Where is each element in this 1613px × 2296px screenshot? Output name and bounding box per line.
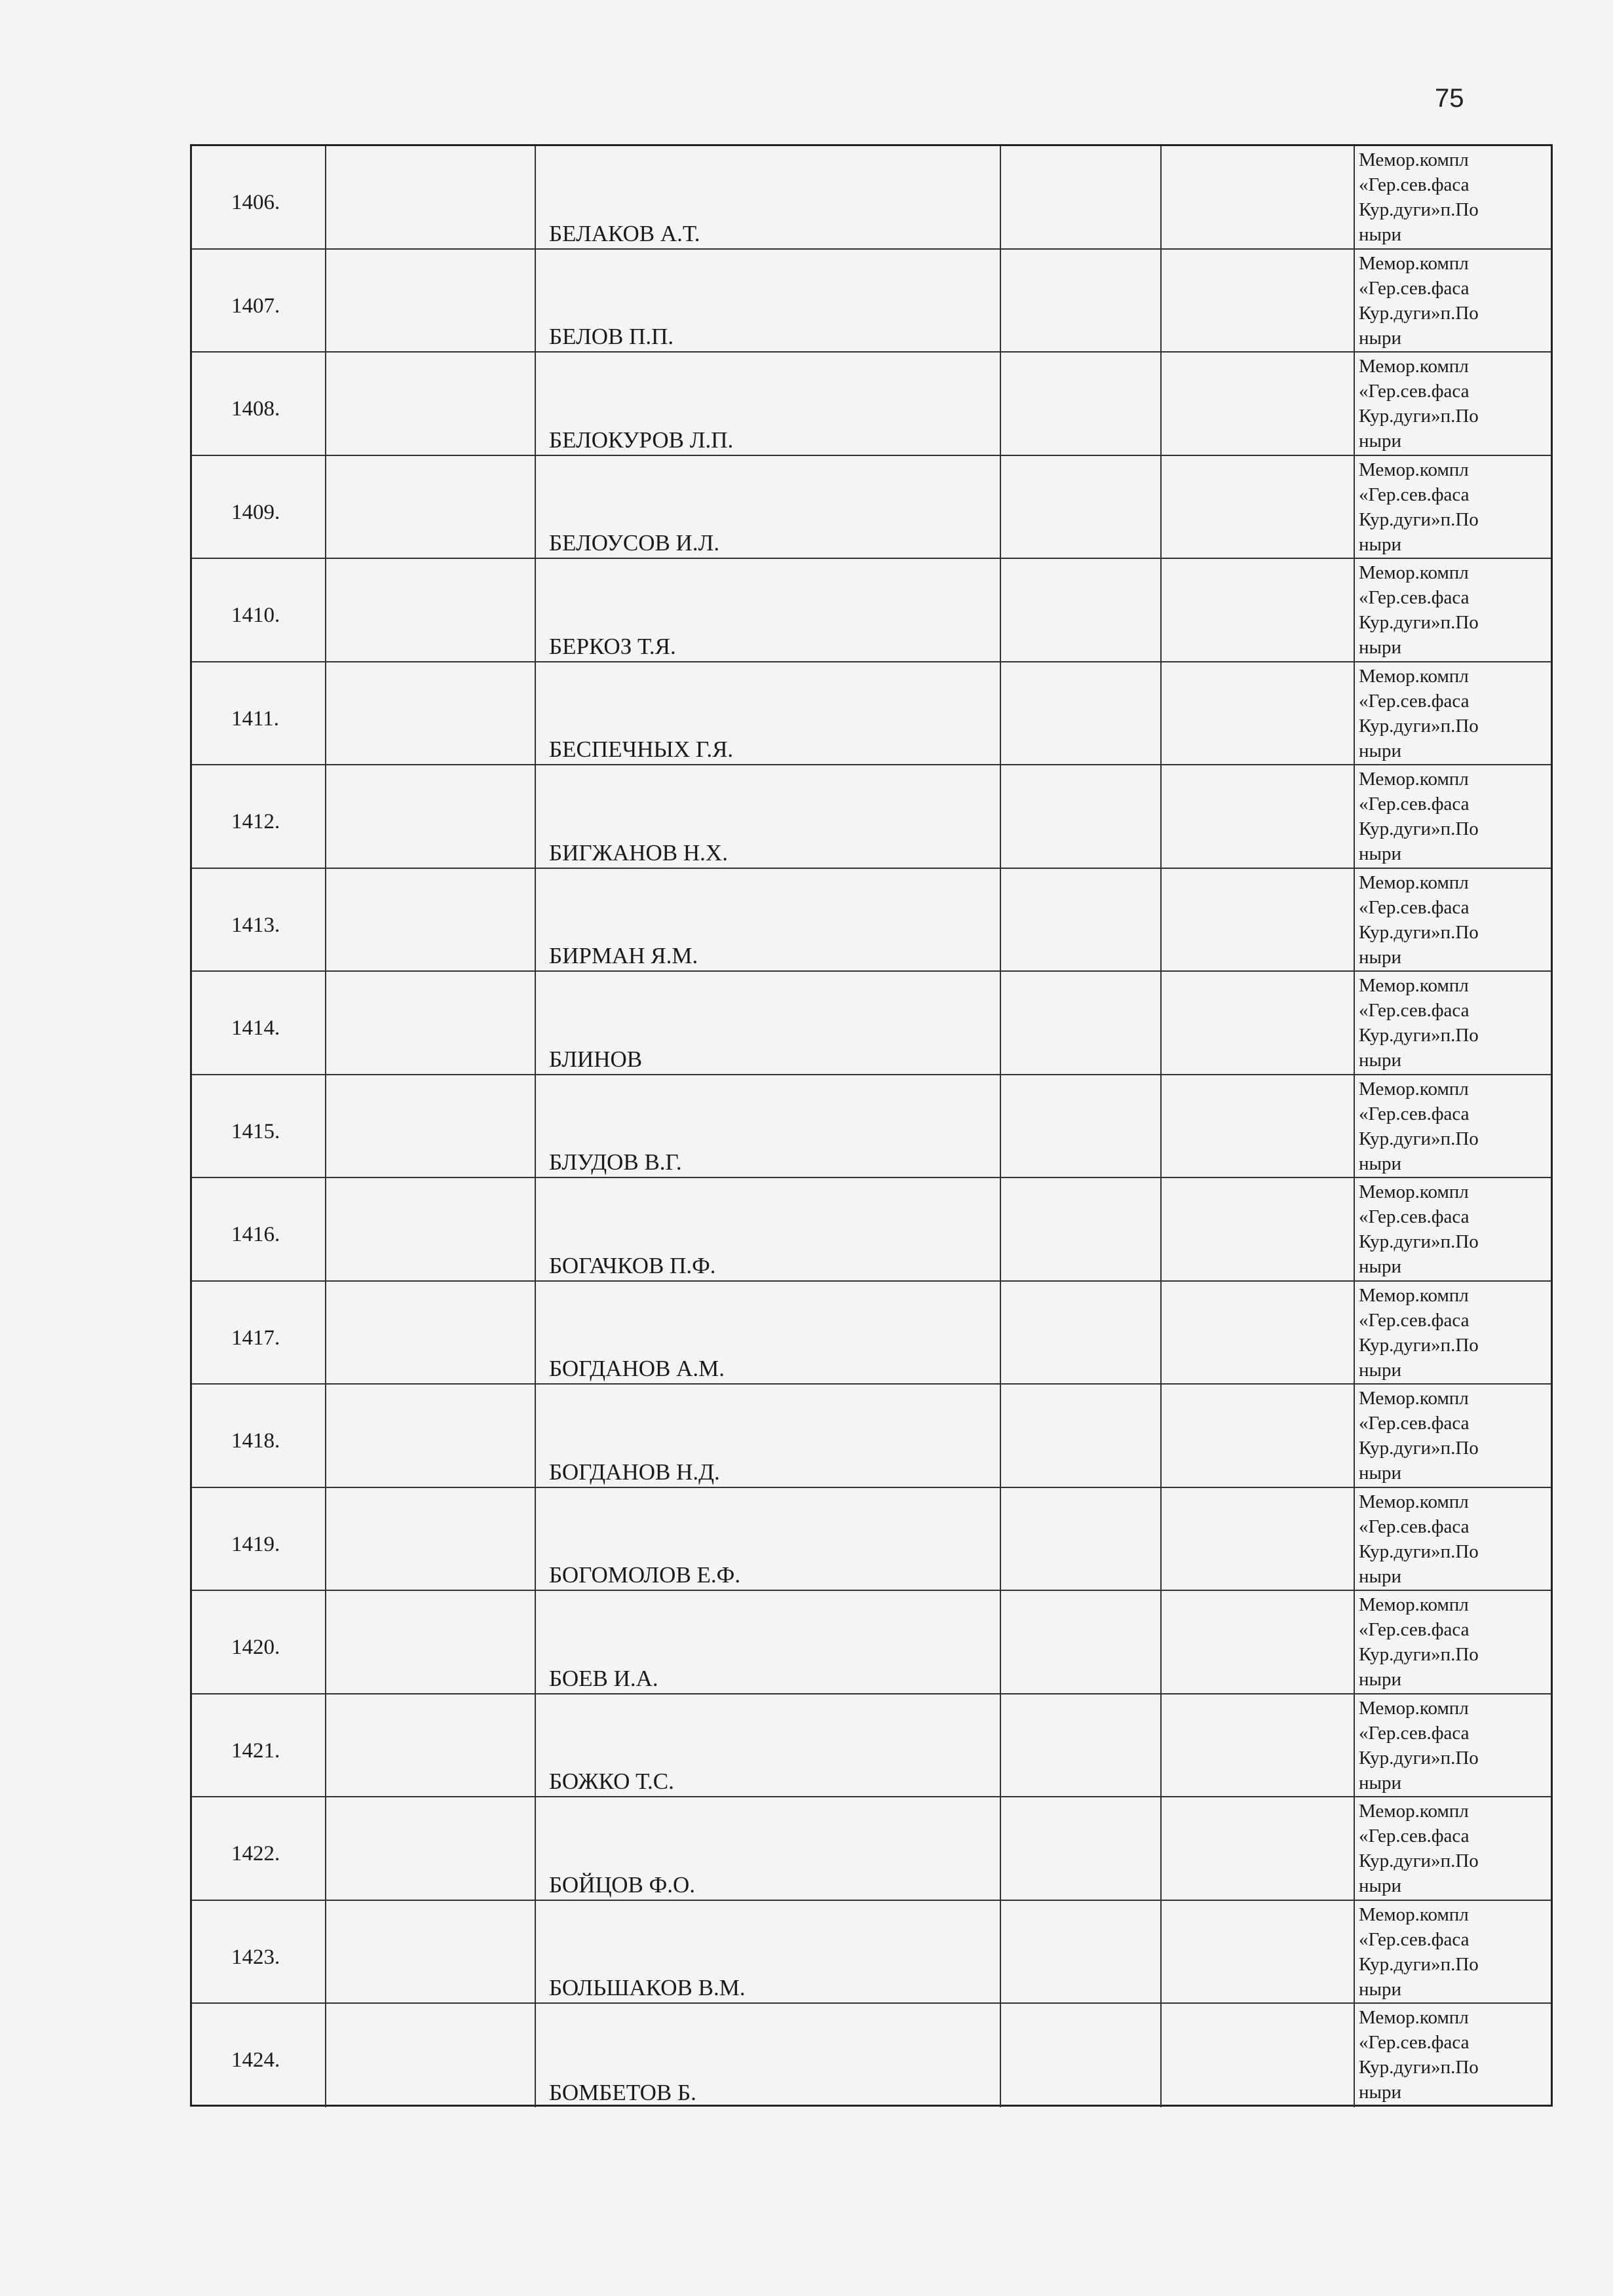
record-number: 1418. [231, 1429, 280, 1453]
empty-cell [326, 1797, 536, 1900]
record-number: 1413. [231, 913, 280, 937]
empty-cell [1001, 765, 1162, 868]
empty-cell [1162, 1075, 1355, 1177]
record-number-cell [192, 1488, 326, 1590]
record-number-cell [192, 250, 326, 352]
empty-cell [1001, 559, 1162, 661]
table-row [192, 1178, 1551, 1282]
burial-place: Мемор.компл «Гер.сев.фаса Кур.дуги»п.По ныри [1359, 769, 1479, 864]
table-row [192, 1385, 1551, 1488]
empty-cell [1001, 456, 1162, 558]
empty-cell [326, 1694, 536, 1797]
soldier-name: БЕЛАКОВ А.Т. [549, 220, 700, 246]
record-number-cell [192, 1075, 326, 1177]
record-number: 1411. [231, 706, 280, 731]
empty-cell [1001, 1075, 1162, 1177]
record-number-cell [192, 1178, 326, 1280]
record-number: 1410. [231, 603, 280, 627]
empty-cell [326, 765, 536, 868]
empty-cell [1001, 250, 1162, 352]
record-number: 1421. [231, 1738, 280, 1763]
table-row [192, 662, 1551, 766]
soldier-name: БЕЛОКУРОВ Л.П. [549, 427, 734, 453]
burial-place: Мемор.компл «Гер.сев.фаса Кур.дуги»п.По ныри [1359, 1491, 1479, 1587]
name-cell [536, 869, 1001, 971]
burial-place-cell [1355, 559, 1551, 661]
burial-place: Мемор.компл «Гер.сев.фаса Кур.дуги»п.По ныри [1359, 562, 1479, 658]
empty-cell [1162, 869, 1355, 971]
burial-place: Мемор.компл «Гер.сев.фаса Кур.дуги»п.По ныри [1359, 975, 1479, 1071]
empty-cell [1001, 869, 1162, 971]
burial-place: Мемор.компл «Гер.сев.фаса Кур.дуги»п.По ныри [1359, 1697, 1479, 1793]
burial-place-cell [1355, 1178, 1551, 1280]
name-cell [536, 972, 1001, 1074]
name-cell [536, 1797, 1001, 1900]
table-row [192, 353, 1551, 456]
record-number: 1407. [231, 294, 280, 318]
record-number: 1419. [231, 1532, 280, 1556]
empty-cell [1001, 1178, 1162, 1280]
record-number: 1423. [231, 1945, 280, 1969]
empty-cell [1162, 146, 1355, 248]
empty-cell [1001, 1282, 1162, 1384]
empty-cell [326, 1488, 536, 1590]
soldier-name: БОЖКО Т.С. [549, 1769, 674, 1794]
soldier-name: БЛИНОВ [549, 1046, 643, 1072]
burial-place-cell [1355, 353, 1551, 455]
soldier-name: БОГОМОЛОВ Е.Ф. [549, 1562, 741, 1588]
name-cell [536, 1591, 1001, 1693]
record-number-cell [192, 456, 326, 558]
soldier-name: БОЕВ И.А. [549, 1665, 658, 1691]
burial-place-cell [1355, 1591, 1551, 1693]
soldier-name: БИРМАН Я.М. [549, 943, 698, 968]
burial-place: Мемор.компл «Гер.сев.фаса Кур.дуги»п.По ныри [1359, 356, 1479, 451]
burial-place-cell [1355, 1488, 1551, 1590]
empty-cell [1162, 1488, 1355, 1590]
empty-cell [1162, 1694, 1355, 1797]
table-row [192, 1075, 1551, 1179]
burial-place-cell [1355, 662, 1551, 765]
table-row [192, 1797, 1551, 1901]
soldier-name: БЕРКОЗ Т.Я. [549, 633, 676, 659]
burial-place-cell [1355, 972, 1551, 1074]
burial-place: Мемор.компл «Гер.сев.фаса Кур.дуги»п.По ныри [1359, 1284, 1479, 1381]
burial-place: Мемор.компл «Гер.сев.фаса Кур.дуги»п.По ныри [1359, 1388, 1479, 1483]
burial-place-cell [1355, 1797, 1551, 1900]
empty-cell [1162, 1901, 1355, 2003]
empty-cell [326, 250, 536, 352]
table-row [192, 2004, 1551, 2107]
name-cell [536, 1901, 1001, 2003]
empty-cell [1162, 456, 1355, 558]
record-number-cell [192, 765, 326, 868]
empty-cell [1162, 1385, 1355, 1487]
record-number-cell [192, 662, 326, 765]
empty-cell [1001, 1901, 1162, 2003]
record-number: 1414. [231, 1016, 280, 1040]
record-number-cell [192, 559, 326, 661]
burial-place: Мемор.компл «Гер.сев.фаса Кур.дуги»п.По ныри [1359, 1904, 1479, 2000]
burial-place-cell [1355, 765, 1551, 868]
table-row [192, 1591, 1551, 1694]
empty-cell [326, 2004, 536, 2107]
record-number: 1424. [231, 2048, 280, 2072]
name-cell [536, 559, 1001, 661]
page-number: 75 [1435, 84, 1464, 113]
soldier-name: БЕЛОВ П.П. [549, 324, 674, 349]
empty-cell [326, 662, 536, 765]
empty-cell [1162, 250, 1355, 352]
burial-place: Мемор.компл «Гер.сев.фаса Кур.дуги»п.По ныри [1359, 149, 1479, 245]
burial-place: Мемор.компл «Гер.сев.фаса Кур.дуги»п.По ныри [1359, 2007, 1479, 2103]
empty-cell [1162, 559, 1355, 661]
name-cell [536, 1488, 1001, 1590]
empty-cell [1001, 662, 1162, 765]
empty-cell [326, 1591, 536, 1693]
record-number-cell [192, 2004, 326, 2107]
record-number-cell [192, 353, 326, 455]
soldier-name: БОМБЕТОВ Б. [549, 2079, 696, 2105]
empty-cell [326, 559, 536, 661]
empty-cell [1162, 2004, 1355, 2107]
record-number: 1409. [231, 500, 280, 524]
record-number: 1417. [231, 1326, 280, 1350]
burial-place-cell [1355, 1282, 1551, 1384]
table-row [192, 972, 1551, 1075]
record-number: 1416. [231, 1223, 280, 1246]
table-row [192, 1488, 1551, 1592]
burial-place: Мемор.компл «Гер.сев.фаса Кур.дуги»п.По ныри [1359, 871, 1479, 968]
soldier-name: БИГЖАНОВ Н.Х. [549, 839, 728, 866]
empty-cell [326, 1178, 536, 1280]
soldier-name: БЕСПЕЧНЫХ Г.Я. [549, 737, 734, 762]
name-cell [536, 1385, 1001, 1487]
record-number: 1420. [231, 1636, 280, 1659]
name-cell [536, 1178, 1001, 1280]
record-number: 1406. [231, 191, 280, 214]
soldier-name: БОЛЬШАКОВ В.М. [549, 1975, 746, 2000]
empty-cell [326, 1075, 536, 1177]
empty-cell [1162, 765, 1355, 868]
name-cell [536, 456, 1001, 558]
soldier-name: БЛУДОВ В.Г. [549, 1149, 682, 1175]
name-cell [536, 1694, 1001, 1797]
record-number: 1408. [231, 397, 280, 421]
empty-cell [1162, 662, 1355, 765]
burial-place: Мемор.компл «Гер.сев.фаса Кур.дуги»п.По ныри [1359, 665, 1479, 761]
record-number: 1415. [231, 1119, 280, 1143]
soldier-name: БОГДАНОВ А.М. [549, 1356, 725, 1381]
empty-cell [1001, 1385, 1162, 1487]
empty-cell [326, 869, 536, 971]
record-number-cell [192, 1282, 326, 1384]
name-cell [536, 353, 1001, 455]
empty-cell [326, 1282, 536, 1384]
table-row [192, 250, 1551, 353]
burial-place-cell [1355, 869, 1551, 971]
burial-place-cell [1355, 146, 1551, 248]
empty-cell [1162, 1178, 1355, 1280]
empty-cell [1162, 1282, 1355, 1384]
empty-cell [326, 1385, 536, 1487]
empty-cell [1001, 1488, 1162, 1590]
soldier-name: БОГАЧКОВ П.Ф. [549, 1252, 716, 1278]
soldier-name: БОГДАНОВ Н.Д. [549, 1459, 720, 1485]
empty-cell [1162, 1591, 1355, 1693]
table-row [192, 146, 1551, 250]
name-cell [536, 146, 1001, 248]
burial-place: Мемор.компл «Гер.сев.фаса Кур.дуги»п.По ныри [1359, 459, 1479, 555]
empty-cell [1001, 1694, 1162, 1797]
table-row [192, 1901, 1551, 2004]
record-number: 1422. [231, 1842, 280, 1866]
table-row [192, 765, 1551, 869]
empty-cell [1001, 353, 1162, 455]
name-cell [536, 662, 1001, 765]
empty-cell [326, 146, 536, 248]
burial-place: Мемор.компл «Гер.сев.фаса Кур.дуги»п.По ныри [1359, 1594, 1479, 1690]
empty-cell [1001, 1591, 1162, 1693]
burial-place: Мемор.компл «Гер.сев.фаса Кур.дуги»п.По ныри [1359, 1078, 1479, 1174]
empty-cell [326, 353, 536, 455]
record-number-cell [192, 146, 326, 248]
record-number-cell [192, 1901, 326, 2003]
empty-cell [326, 972, 536, 1074]
burial-place: Мемор.компл «Гер.сев.фаса Кур.дуги»п.По ныри [1359, 1181, 1479, 1277]
burial-register-table [190, 144, 1553, 2107]
burial-place: Мемор.компл «Гер.сев.фаса Кур.дуги»п.По ныри [1359, 1801, 1479, 1896]
empty-cell [1162, 1797, 1355, 1900]
burial-place-cell [1355, 1385, 1551, 1487]
name-cell [536, 765, 1001, 868]
name-cell [536, 2004, 1001, 2107]
empty-cell [1001, 1797, 1162, 1900]
burial-place-cell [1355, 1694, 1551, 1797]
record-number-cell [192, 1694, 326, 1797]
burial-place-cell [1355, 2004, 1551, 2107]
burial-place-cell [1355, 1075, 1551, 1177]
empty-cell [326, 456, 536, 558]
empty-cell [1001, 2004, 1162, 2107]
empty-cell [1162, 972, 1355, 1074]
table-row [192, 869, 1551, 972]
burial-place: Мемор.компл «Гер.сев.фаса Кур.дуги»п.По ныри [1359, 252, 1479, 349]
record-number-cell [192, 1591, 326, 1693]
soldier-name: БОЙЦОВ Ф.О. [549, 1871, 696, 1898]
record-number-cell [192, 1797, 326, 1900]
empty-cell [1001, 146, 1162, 248]
table-row [192, 1694, 1551, 1798]
name-cell [536, 1282, 1001, 1384]
record-number: 1412. [231, 810, 280, 833]
burial-place-cell [1355, 1901, 1551, 2003]
record-number-cell [192, 1385, 326, 1487]
empty-cell [1162, 353, 1355, 455]
record-number-cell [192, 972, 326, 1074]
empty-cell [1001, 972, 1162, 1074]
burial-place-cell [1355, 456, 1551, 558]
table-row [192, 1282, 1551, 1385]
name-cell [536, 1075, 1001, 1177]
empty-cell [326, 1901, 536, 2003]
record-number-cell [192, 869, 326, 971]
soldier-name: БЕЛОУСОВ И.Л. [549, 530, 720, 556]
burial-place-cell [1355, 250, 1551, 352]
name-cell [536, 250, 1001, 352]
table-row [192, 456, 1551, 560]
table-row [192, 559, 1551, 662]
